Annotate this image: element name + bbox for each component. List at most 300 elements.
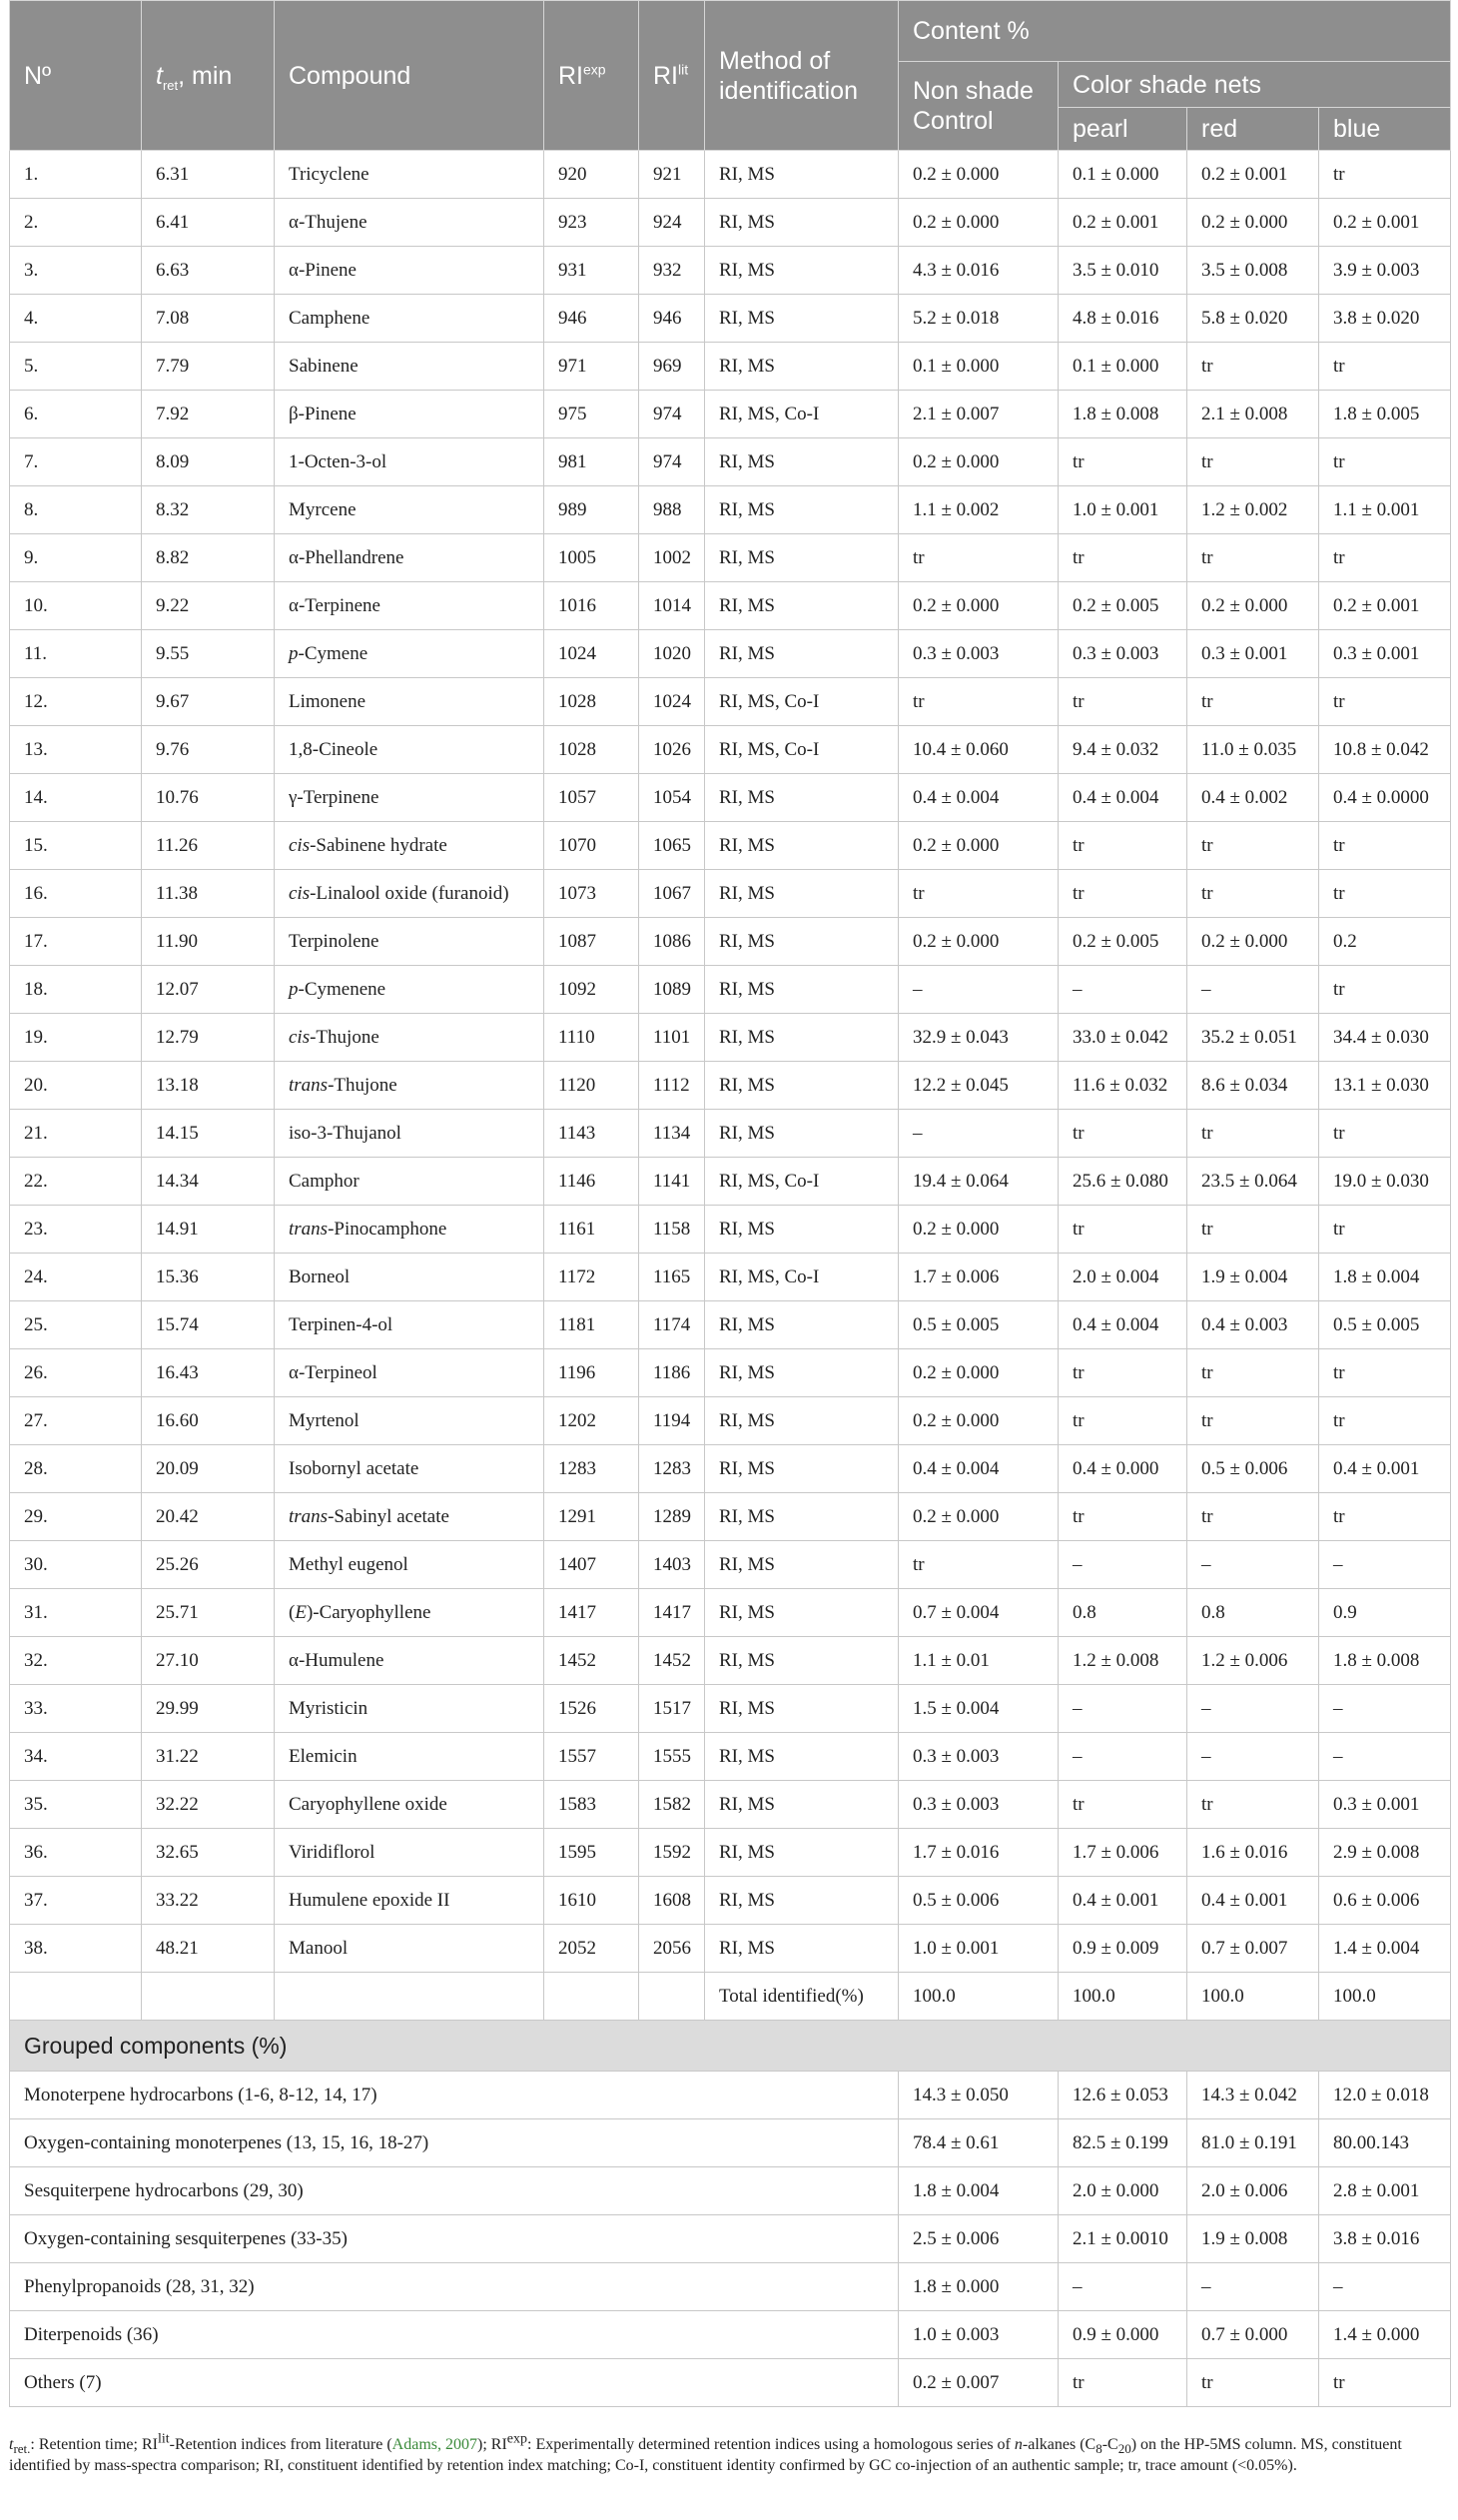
cell-compound: [275, 151, 544, 199]
cell-pearl: 0.4 ± 0.004: [1059, 774, 1187, 822]
cell-blue: tr: [1319, 678, 1451, 726]
cell-compound: [275, 1206, 544, 1254]
cell-pearl: 33.0 ± 0.042: [1059, 1014, 1187, 1062]
cell-pearl: 9.4 ± 0.032: [1059, 726, 1187, 774]
cell-ri-lit: 1086: [639, 918, 705, 966]
cell-blue: 1.8 ± 0.004: [1319, 1254, 1451, 1301]
cell-ri-exp: 981: [544, 438, 639, 486]
cell-ri-exp: 1172: [544, 1254, 639, 1301]
cell-method: RI, MS: [705, 1829, 899, 1877]
group-control: 1.8 ± 0.000: [899, 2263, 1059, 2311]
cell-ri-lit: 1555: [639, 1733, 705, 1781]
cell-red: 1.2 ± 0.006: [1187, 1637, 1319, 1685]
group-label: Oxygen-containing monoterpenes (13, 15, 16, 18-27): [10, 2119, 899, 2167]
cell-control: 0.1 ± 0.000: [899, 343, 1059, 391]
cell-blue: tr: [1319, 822, 1451, 870]
cell-number: 2.: [10, 199, 142, 247]
table-header: [10, 1, 1451, 151]
cell-compound: [275, 1733, 544, 1781]
empty-cell: [142, 1973, 275, 2021]
cell-control: 4.3 ± 0.016: [899, 247, 1059, 295]
table-row: [10, 1829, 1451, 1877]
compound-name-part: Tricyclene: [289, 163, 369, 185]
table-body: [10, 151, 1451, 2407]
cell-pearl: 1.2 ± 0.008: [1059, 1637, 1187, 1685]
cell-compound: [275, 1877, 544, 1925]
cell-ri-exp: 1120: [544, 1062, 639, 1110]
cell-pearl: 2.0 ± 0.004: [1059, 1254, 1187, 1301]
compound-name-part: Terpinolene: [289, 930, 379, 952]
cell-method: RI, MS: [705, 1925, 899, 1973]
cell-method: RI, MS: [705, 870, 899, 918]
group-blue: 80.00.143: [1319, 2119, 1451, 2167]
cell-ri-lit: 946: [639, 295, 705, 343]
cell-ri-lit: 1141: [639, 1158, 705, 1206]
table-row: [10, 151, 1451, 199]
cell-pearl: –: [1059, 1541, 1187, 1589]
cell-red: 35.2 ± 0.051: [1187, 1014, 1319, 1062]
cell-number: 18.: [10, 966, 142, 1014]
compound-name-part: α-Humulene: [289, 1649, 384, 1671]
cell-red: 8.6 ± 0.034: [1187, 1062, 1319, 1110]
cell-ri-exp: 920: [544, 151, 639, 199]
cell-ri-lit: 1452: [639, 1637, 705, 1685]
composition-table: [9, 0, 1451, 2407]
cell-number: 23.: [10, 1206, 142, 1254]
cell-ri-exp: 1028: [544, 726, 639, 774]
cell-blue: –: [1319, 1733, 1451, 1781]
cell-blue: tr: [1319, 1349, 1451, 1397]
cell-number: 28.: [10, 1445, 142, 1493]
header-red: red: [1187, 108, 1319, 151]
cell-number: 12.: [10, 678, 142, 726]
cell-red: tr: [1187, 343, 1319, 391]
cell-compound: [275, 343, 544, 391]
cell-number: 21.: [10, 1110, 142, 1158]
cell-compound: [275, 486, 544, 534]
table-row: [10, 1493, 1451, 1541]
group-pearl: 2.1 ± 0.0010: [1059, 2215, 1187, 2263]
cell-retention-time: 9.22: [142, 582, 275, 630]
citation-link[interactable]: Adams, 2007: [391, 2436, 477, 2453]
cell-number: 11.: [10, 630, 142, 678]
cell-retention-time: 20.09: [142, 1445, 275, 1493]
cell-blue: tr: [1319, 151, 1451, 199]
compound-name-part: )-Caryophyllene: [306, 1601, 431, 1623]
cell-retention-time: 7.92: [142, 391, 275, 438]
cell-ri-lit: 1186: [639, 1349, 705, 1397]
cell-blue: 1.8 ± 0.008: [1319, 1637, 1451, 1685]
cell-compound: [275, 1541, 544, 1589]
cell-retention-time: 11.90: [142, 918, 275, 966]
cell-ri-lit: 1165: [639, 1254, 705, 1301]
header-no: Nº: [10, 1, 142, 151]
cell-number: 22.: [10, 1158, 142, 1206]
cell-blue: tr: [1319, 1206, 1451, 1254]
group-red: 2.0 ± 0.006: [1187, 2167, 1319, 2215]
cell-blue: 0.2 ± 0.001: [1319, 199, 1451, 247]
cell-red: 1.9 ± 0.004: [1187, 1254, 1319, 1301]
cell-blue: 13.1 ± 0.030: [1319, 1062, 1451, 1110]
group-red: tr: [1187, 2359, 1319, 2407]
cell-ri-lit: 1517: [639, 1685, 705, 1733]
table-row: [10, 1877, 1451, 1925]
cell-ri-exp: 2052: [544, 1925, 639, 1973]
cell-number: 3.: [10, 247, 142, 295]
compound-name-part: Viridiflorol: [289, 1841, 375, 1863]
cell-blue: 3.9 ± 0.003: [1319, 247, 1451, 295]
group-pearl: 2.0 ± 0.000: [1059, 2167, 1187, 2215]
cell-retention-time: 8.82: [142, 534, 275, 582]
cell-compound: [275, 1110, 544, 1158]
cell-blue: 0.5 ± 0.005: [1319, 1301, 1451, 1349]
compound-name-part: -Cymene: [298, 642, 368, 664]
cell-red: –: [1187, 1541, 1319, 1589]
cell-retention-time: 27.10: [142, 1637, 275, 1685]
group-blue: 3.8 ± 0.016: [1319, 2215, 1451, 2263]
cell-retention-time: 29.99: [142, 1685, 275, 1733]
compound-name-part: α-Terpineol: [289, 1361, 377, 1383]
cell-number: 27.: [10, 1397, 142, 1445]
cell-ri-exp: 1143: [544, 1110, 639, 1158]
cell-blue: tr: [1319, 438, 1451, 486]
table-row: [10, 1110, 1451, 1158]
cell-method: RI, MS: [705, 343, 899, 391]
cell-pearl: tr: [1059, 1110, 1187, 1158]
cell-blue: 0.3 ± 0.001: [1319, 1781, 1451, 1829]
cell-pearl: 0.1 ± 0.000: [1059, 151, 1187, 199]
compound-name-part: Camphor: [289, 1170, 360, 1192]
table-row: [10, 1254, 1451, 1301]
compound-name-part: trans: [289, 1505, 329, 1527]
cell-ri-lit: 1065: [639, 822, 705, 870]
table-row: [10, 1206, 1451, 1254]
compound-name-part: (: [289, 1601, 296, 1623]
cell-ri-exp: 1087: [544, 918, 639, 966]
cell-control: 1.5 ± 0.004: [899, 1685, 1059, 1733]
table-row: [10, 295, 1451, 343]
cell-red: 1.6 ± 0.016: [1187, 1829, 1319, 1877]
cell-red: 0.4 ± 0.002: [1187, 774, 1319, 822]
cell-retention-time: 12.07: [142, 966, 275, 1014]
cell-red: tr: [1187, 438, 1319, 486]
cell-blue: 0.4 ± 0.0000: [1319, 774, 1451, 822]
cell-blue: 0.6 ± 0.006: [1319, 1877, 1451, 1925]
compound-name-part: p: [289, 978, 299, 1000]
cell-number: 32.: [10, 1637, 142, 1685]
cell-control: 0.4 ± 0.004: [899, 774, 1059, 822]
cell-red: 0.4 ± 0.003: [1187, 1301, 1319, 1349]
cell-pearl: tr: [1059, 870, 1187, 918]
group-label: Sesquiterpene hydrocarbons (29, 30): [10, 2167, 899, 2215]
table-row: [10, 1733, 1451, 1781]
compound-name-part: -Linalool oxide (furanoid): [310, 882, 509, 904]
cell-blue: –: [1319, 1541, 1451, 1589]
cell-red: –: [1187, 966, 1319, 1014]
table-row: [10, 534, 1451, 582]
cell-pearl: tr: [1059, 534, 1187, 582]
cell-retention-time: 6.41: [142, 199, 275, 247]
table-row: [10, 966, 1451, 1014]
cell-retention-time: 13.18: [142, 1062, 275, 1110]
cell-red: 1.2 ± 0.002: [1187, 486, 1319, 534]
cell-blue: 34.4 ± 0.030: [1319, 1014, 1451, 1062]
grouped-heading: Grouped components (%): [10, 2021, 1451, 2072]
cell-blue: tr: [1319, 1110, 1451, 1158]
cell-method: RI, MS: [705, 1397, 899, 1445]
cell-control: –: [899, 966, 1059, 1014]
cell-retention-time: 6.63: [142, 247, 275, 295]
cell-compound: [275, 438, 544, 486]
cell-red: 3.5 ± 0.008: [1187, 247, 1319, 295]
table-row: [10, 438, 1451, 486]
cell-blue: 1.4 ± 0.004: [1319, 1925, 1451, 1973]
table-row: [10, 1158, 1451, 1206]
empty-cell: [275, 1973, 544, 2021]
cell-pearl: 1.0 ± 0.001: [1059, 486, 1187, 534]
compound-name-part: β-Pinene: [289, 403, 357, 424]
cell-ri-lit: 924: [639, 199, 705, 247]
cell-red: 2.1 ± 0.008: [1187, 391, 1319, 438]
cell-red: 11.0 ± 0.035: [1187, 726, 1319, 774]
cell-ri-lit: 1101: [639, 1014, 705, 1062]
cell-number: 26.: [10, 1349, 142, 1397]
cell-retention-time: 14.91: [142, 1206, 275, 1254]
cell-method: RI, MS: [705, 822, 899, 870]
group-label: Others (7): [10, 2359, 899, 2407]
cell-blue: tr: [1319, 343, 1451, 391]
cell-ri-exp: 931: [544, 247, 639, 295]
cell-retention-time: 12.79: [142, 1014, 275, 1062]
compound-name-part: Manool: [289, 1937, 349, 1959]
cell-ri-lit: 969: [639, 343, 705, 391]
cell-compound: [275, 1589, 544, 1637]
total-row: [10, 1973, 1451, 2021]
cell-pearl: –: [1059, 1685, 1187, 1733]
cell-compound: [275, 822, 544, 870]
cell-method: RI, MS: [705, 1206, 899, 1254]
cell-compound: [275, 726, 544, 774]
header-blue: blue: [1319, 108, 1451, 151]
cell-method: RI, MS: [705, 1062, 899, 1110]
cell-method: RI, MS: [705, 1541, 899, 1589]
cell-retention-time: 7.08: [142, 295, 275, 343]
cell-pearl: –: [1059, 1733, 1187, 1781]
cell-red: tr: [1187, 1206, 1319, 1254]
cell-compound: [275, 391, 544, 438]
cell-control: tr: [899, 1541, 1059, 1589]
table-row: [10, 630, 1451, 678]
table-row: [10, 918, 1451, 966]
total-blue: 100.0: [1319, 1973, 1451, 2021]
cell-pearl: 0.4 ± 0.000: [1059, 1445, 1187, 1493]
group-control: 1.8 ± 0.004: [899, 2167, 1059, 2215]
cell-ri-lit: 932: [639, 247, 705, 295]
cell-ri-exp: 1595: [544, 1829, 639, 1877]
cell-retention-time: 15.74: [142, 1301, 275, 1349]
cell-retention-time: 7.79: [142, 343, 275, 391]
cell-retention-time: 14.15: [142, 1110, 275, 1158]
compound-name-part: trans: [289, 1218, 329, 1240]
cell-ri-exp: 923: [544, 199, 639, 247]
compound-name-part: iso-3-Thujanol: [289, 1122, 401, 1144]
compound-name-part: -Cymenene: [298, 978, 386, 1000]
cell-pearl: tr: [1059, 438, 1187, 486]
compound-name-part: 1-Octen-3-ol: [289, 450, 387, 472]
cell-method: RI, MS: [705, 1445, 899, 1493]
cell-number: 37.: [10, 1877, 142, 1925]
cell-ri-exp: 971: [544, 343, 639, 391]
group-row: [10, 2167, 1451, 2215]
compound-name-part: -Sabinene hydrate: [310, 834, 447, 856]
cell-ri-exp: 1110: [544, 1014, 639, 1062]
group-pearl: 82.5 ± 0.199: [1059, 2119, 1187, 2167]
cell-method: RI, MS: [705, 1493, 899, 1541]
cell-red: 0.3 ± 0.001: [1187, 630, 1319, 678]
cell-ri-lit: 1112: [639, 1062, 705, 1110]
compound-name-part: -Thujone: [328, 1074, 397, 1096]
group-pearl: –: [1059, 2263, 1187, 2311]
cell-pearl: 0.2 ± 0.005: [1059, 582, 1187, 630]
cell-retention-time: 33.22: [142, 1877, 275, 1925]
total-red: 100.0: [1187, 1973, 1319, 2021]
compound-name-part: Methyl eugenol: [289, 1553, 408, 1575]
cell-compound: [275, 774, 544, 822]
group-row: [10, 2311, 1451, 2359]
cell-red: tr: [1187, 870, 1319, 918]
cell-pearl: 0.2 ± 0.005: [1059, 918, 1187, 966]
cell-ri-lit: 1194: [639, 1397, 705, 1445]
cell-blue: 0.2 ± 0.001: [1319, 582, 1451, 630]
cell-compound: [275, 1349, 544, 1397]
cell-ri-lit: 1067: [639, 870, 705, 918]
cell-compound: [275, 1301, 544, 1349]
cell-compound: [275, 1493, 544, 1541]
group-pearl: 12.6 ± 0.053: [1059, 2072, 1187, 2119]
cell-method: RI, MS: [705, 534, 899, 582]
cell-red: –: [1187, 1685, 1319, 1733]
cell-ri-lit: 1054: [639, 774, 705, 822]
cell-control: 0.7 ± 0.004: [899, 1589, 1059, 1637]
cell-number: 10.: [10, 582, 142, 630]
cell-retention-time: 14.34: [142, 1158, 275, 1206]
cell-ri-exp: 1057: [544, 774, 639, 822]
table-row: [10, 391, 1451, 438]
cell-ri-exp: 975: [544, 391, 639, 438]
cell-pearl: tr: [1059, 678, 1187, 726]
group-control: 2.5 ± 0.006: [899, 2215, 1059, 2263]
cell-number: 15.: [10, 822, 142, 870]
header-retention-time: $t_{ret}$, min: [142, 1, 275, 151]
cell-method: RI, MS: [705, 1781, 899, 1829]
cell-control: 0.2 ± 0.000: [899, 199, 1059, 247]
cell-retention-time: 11.38: [142, 870, 275, 918]
compound-name-part: α-Phellandrene: [289, 546, 404, 568]
cell-control: 0.2 ± 0.000: [899, 1349, 1059, 1397]
table-container: [9, 0, 1450, 2407]
cell-blue: 19.0 ± 0.030: [1319, 1158, 1451, 1206]
cell-ri-exp: 1070: [544, 822, 639, 870]
compound-name-part: Humulene epoxide II: [289, 1889, 450, 1911]
cell-compound: [275, 1685, 544, 1733]
cell-pearl: 0.8: [1059, 1589, 1187, 1637]
cell-pearl: tr: [1059, 1781, 1187, 1829]
total-pearl: 100.0: [1059, 1973, 1187, 2021]
group-label: Phenylpropanoids (28, 31, 32): [10, 2263, 899, 2311]
cell-retention-time: 10.76: [142, 774, 275, 822]
cell-blue: 0.4 ± 0.001: [1319, 1445, 1451, 1493]
cell-number: 35.: [10, 1781, 142, 1829]
cell-retention-time: 8.09: [142, 438, 275, 486]
cell-control: 19.4 ± 0.064: [899, 1158, 1059, 1206]
compound-name-part: α-Pinene: [289, 259, 357, 281]
cell-ri-exp: 1291: [544, 1493, 639, 1541]
cell-compound: [275, 870, 544, 918]
cell-ri-exp: 1526: [544, 1685, 639, 1733]
cell-pearl: tr: [1059, 1349, 1187, 1397]
cell-compound: [275, 1637, 544, 1685]
cell-ri-exp: 1092: [544, 966, 639, 1014]
cell-number: 24.: [10, 1254, 142, 1301]
cell-control: 2.1 ± 0.007: [899, 391, 1059, 438]
cell-method: RI, MS, Co-I: [705, 726, 899, 774]
cell-retention-time: 16.60: [142, 1397, 275, 1445]
cell-pearl: 0.4 ± 0.004: [1059, 1301, 1187, 1349]
cell-control: 0.3 ± 0.003: [899, 630, 1059, 678]
cell-ri-exp: 1452: [544, 1637, 639, 1685]
group-row: [10, 2072, 1451, 2119]
compound-name-part: cis: [289, 882, 311, 904]
compound-name-part: 1,8-Cineole: [289, 738, 378, 760]
cell-compound: [275, 1254, 544, 1301]
cell-red: 23.5 ± 0.064: [1187, 1158, 1319, 1206]
group-pearl: tr: [1059, 2359, 1187, 2407]
cell-control: 0.3 ± 0.003: [899, 1781, 1059, 1829]
cell-method: RI, MS: [705, 966, 899, 1014]
total-control: 100.0: [899, 1973, 1059, 2021]
cell-retention-time: 15.36: [142, 1254, 275, 1301]
cell-method: RI, MS: [705, 247, 899, 295]
cell-control: 0.4 ± 0.004: [899, 1445, 1059, 1493]
table-row: [10, 199, 1451, 247]
cell-number: 13.: [10, 726, 142, 774]
cell-method: RI, MS: [705, 1877, 899, 1925]
cell-pearl: 0.4 ± 0.001: [1059, 1877, 1187, 1925]
cell-ri-exp: 1417: [544, 1589, 639, 1637]
cell-red: 0.2 ± 0.000: [1187, 582, 1319, 630]
cell-ri-exp: 1407: [544, 1541, 639, 1589]
cell-red: tr: [1187, 1110, 1319, 1158]
cell-method: RI, MS: [705, 1110, 899, 1158]
cell-control: 1.1 ± 0.002: [899, 486, 1059, 534]
cell-red: tr: [1187, 1349, 1319, 1397]
compound-name-part: Limonene: [289, 690, 366, 712]
cell-control: tr: [899, 678, 1059, 726]
cell-number: 16.: [10, 870, 142, 918]
cell-ri-exp: 1283: [544, 1445, 639, 1493]
group-blue: 12.0 ± 0.018: [1319, 2072, 1451, 2119]
cell-red: 0.5 ± 0.006: [1187, 1445, 1319, 1493]
cell-number: 19.: [10, 1014, 142, 1062]
cell-retention-time: 25.26: [142, 1541, 275, 1589]
cell-method: RI, MS: [705, 1637, 899, 1685]
table-row: [10, 1014, 1451, 1062]
cell-compound: [275, 582, 544, 630]
table-row: [10, 1925, 1451, 1973]
cell-retention-time: 20.42: [142, 1493, 275, 1541]
cell-pearl: tr: [1059, 1397, 1187, 1445]
cell-blue: tr: [1319, 534, 1451, 582]
